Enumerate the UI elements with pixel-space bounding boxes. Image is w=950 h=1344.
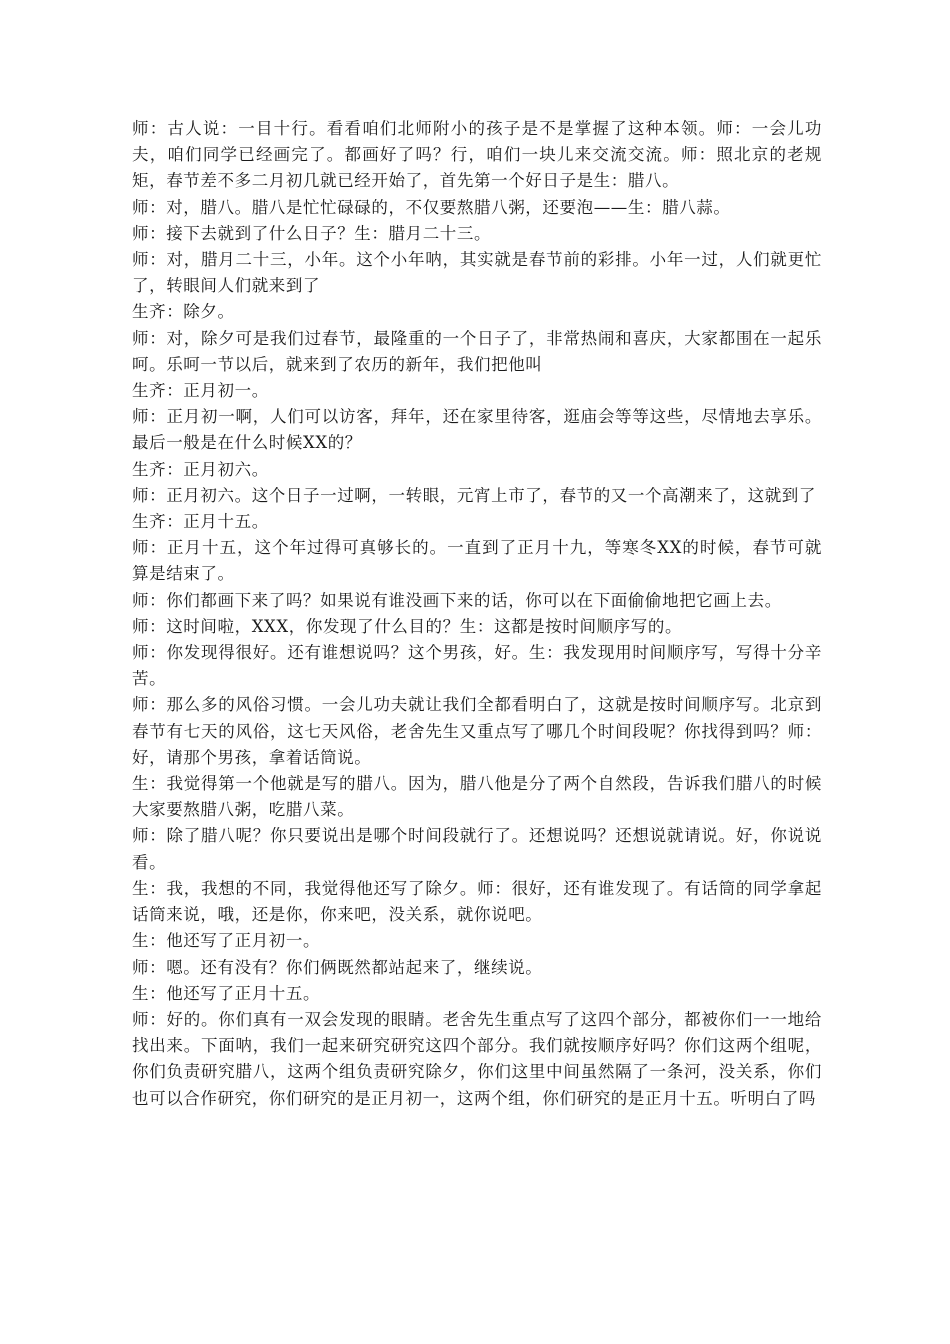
paragraph-1: 师：古人说：一目十行。看看咱们北师附小的孩子是不是掌握了这种本领。师：一会儿功夫，咱们同学已经画完了。都画好了吗？行，咱们一块儿来交流交流。师：照北京的老规矩，春节差不多二月初几就已经开始了，首先第一个好日子是生：腊八。 (132, 119, 822, 191)
paragraph-9: 生齐：正月初六。 (132, 459, 269, 479)
paragraph-16: 师：那么多的风俗习惯。一会儿功夫就让我们全都看明白了，这就是按时间顺序写。北京到春节有七天的风俗，这七天风俗，老舍先生又重点写了哪几个时间段呢？你找得到吗？师：好，请那个男孩，拿着话筒说。 (132, 695, 822, 767)
paragraph-20: 生：他还写了正月初一。 (132, 931, 321, 951)
paragraph-22: 生：他还写了正月十五。 (132, 983, 321, 1003)
paragraph-4: 师：对，腊月二十三，小年。这个小年呐，其实就是春节前的彩排。小年一过，人们就更忙了，转眼间人们就来到了 (132, 250, 822, 296)
paragraph-3: 师：接下去就到了什么日子？生：腊月二十三。 (132, 223, 492, 243)
document-body (132, 116, 822, 1112)
paragraph-23: 师：好的。你们真有一双会发现的眼睛。老舍先生重点写了这四个部分，都被你们一一地给找出来。下面呐，我们一起来研究研究这四个部分。我们就按顺序好吗？你们这两个组呢，你们负责研究腊八，这两个组负责研究除夕，你们这里中间虽然隔了一条河，没关系，你们也可以合作研究，你们研究的是正月初一，这两个组，你们研究的是正月十五。听明白了吗 (132, 1009, 822, 1108)
paragraph-5: 生齐：除夕。 (132, 302, 235, 322)
paragraph-10: 师：正月初六。这个日子一过啊，一转眼，元宵上市了，春节的又一个高潮来了，这就到了 (132, 485, 816, 505)
paragraph-17: 生：我觉得第一个他就是写的腊八。因为，腊八他是分了两个自然段，告诉我们腊八的时候大家要熬腊八粥，吃腊八菜。 (132, 774, 822, 820)
paragraph-18: 师：除了腊八呢？你只要说出是哪个时间段就行了。还想说吗？还想说就请说。好，你说说看。 (132, 826, 822, 872)
paragraph-15: 师：你发现得很好。还有谁想说吗？这个男孩，好。生：我发现用时间顺序写，写得十分辛苦。 (132, 643, 822, 689)
paragraph-12: 师：正月十五，这个年过得可真够长的。一直到了正月十九，等寒冬XX的时候，春节可就算是结束了。 (132, 538, 822, 584)
paragraph-11: 生齐：正月十五。 (132, 512, 269, 532)
paragraph-6: 师：对，除夕可是我们过春节，最隆重的一个日子了，非常热闹和喜庆，大家都围在一起乐呵。乐呵一节以后，就来到了农历的新年，我们把他叫 (132, 328, 822, 374)
paragraph-13: 师：你们都画下来了吗？如果说有谁没画下来的话，你可以在下面偷偷地把它画上去。 (132, 590, 782, 610)
paragraph-21: 师：嗯。还有没有？你们俩既然都站起来了，继续说。 (132, 957, 543, 977)
paragraph-8: 师：正月初一啊，人们可以访客，拜年，还在家里待客，逛庙会等等这些，尽情地去享乐。最后一般是在什么时候XX的？ (132, 407, 822, 453)
paragraph-14: 师：这时间啦，XXX，你发现了什么目的？生：这都是按时间顺序写的。 (132, 616, 683, 636)
paragraph-19: 生：我，我想的不同，我觉得他还写了除夕。师：很好，还有谁发现了。有话筒的同学拿起话筒来说，哦，还是你，你来吧，没关系，就你说吧。 (132, 878, 822, 925)
paragraph-2: 师：对，腊八。腊八是忙忙碌碌的，不仅要熬腊八粥，还要泡——生：腊八蒜。 (132, 197, 731, 217)
paragraph-7: 生齐：正月初一。 (132, 381, 269, 401)
